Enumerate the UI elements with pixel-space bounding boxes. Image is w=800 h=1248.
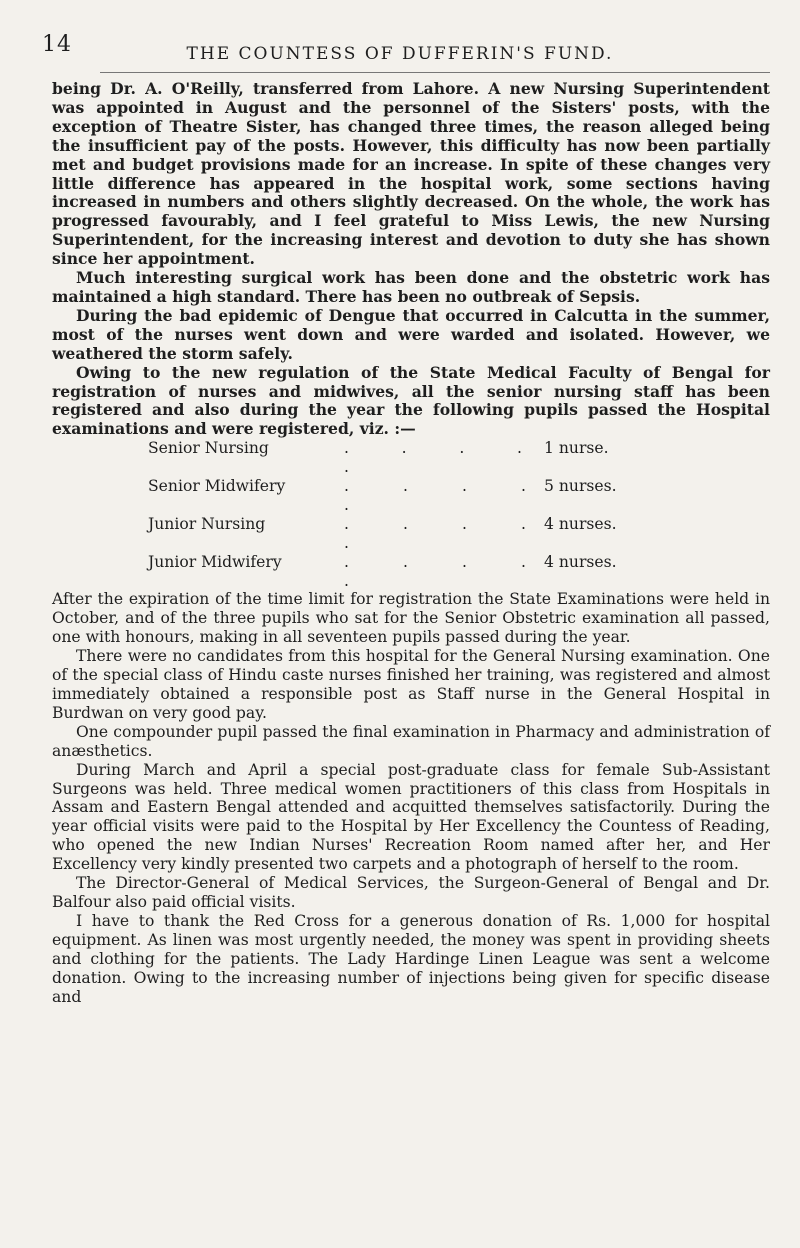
list-item-label: Junior Midwifery	[148, 552, 282, 571]
paragraph: During the bad epidemic of Dengue that occurred in Calcutta in the summer, most of the nurses went down and were warded and isolated. However, we weathered the storm safely.	[52, 305, 770, 363]
paragraph: Owing to the new regulation of the State Medical Faculty of Bengal for registration of nurses and midwives, all the senior nursing staff has been registered and also during the year the following pupils passed the Hospital examinations and were registered, viz. :—	[52, 362, 770, 439]
running-title: THE COUNTESS OF DUFFERIN'S FUND.	[186, 44, 614, 64]
registration-list	[52, 439, 770, 590]
list-item-label: Senior Nursing	[148, 439, 269, 458]
leader-dots: . . . . .	[344, 552, 544, 590]
list-item-label: Senior Midwifery	[148, 477, 286, 496]
paragraph: being Dr. A. O'Reilly, transferred from Lahore. A new Nursing Superintendent was appointed in August and the personnel of the Sisters' posts, with the exception of Theatre Sister, has changed three times, the reason alleged being the insufficient pay of the posts. However, this difficulty has now been partially met and budget provisions made for an increase. In spite of these changes very little difference has appeared in the hospital work, some sections having increased in numbers and others slightly decreased. On the whole, the work has progressed favourably, and I feel grateful to Miss Lewis, the new Nursing Superintendent, for the increasing interest and devotion to duty she has shown since her appointment.	[52, 79, 770, 269]
list-item-value: 1 nurse.	[544, 439, 609, 458]
list-item	[52, 477, 770, 515]
paragraph: I have to thank the Red Cross for a generous donation of Rs. 1,000 for hospital equipment. As linen was most urgently needed, the money was spent in providing sheets and clothing for the patients. The Lady Hardinge Linen League was sent a welcome donation. Owing to the increasing number of injections being given for specific disease and	[52, 911, 770, 1006]
leader-dots: . . . . .	[344, 477, 544, 514]
paragraph: There were no candidates from this hospital for the General Nursing examination. One of the special class of Hindu caste nurses finished her training, was registered and almost immediately obtained a responsible post as Staff nurse in the General Hospital in Burdwan on very good pay.	[52, 647, 770, 722]
list-item-label: Junior Nursing	[148, 514, 266, 533]
header-rule	[100, 72, 770, 73]
paragraph: During March and April a special post-graduate class for female Sub-Assistant Surgeons was held. Three medical women practitioners of this class from Hospitals in Assam and Eastern Bengal attended and acquitted themselves satisfactorily. During the year official visits were paid to the Hospital by Her Excellency the Countess of Reading, who opened the new Indian Nurses' Recreation Room named after her, and Her Excellency very kindly presented two carpets and a photograph of herself to the room.	[52, 760, 770, 874]
paragraph: Much interesting surgical work has been done and the obstetric work has maintained a high standard. There has been no outbreak of Sepsis.	[52, 268, 770, 306]
leader-dots: . . . . .	[344, 514, 544, 552]
list-item	[52, 439, 770, 477]
list-item	[52, 515, 770, 553]
list-item-value: 4 nurses.	[544, 552, 617, 571]
list-item-value: 5 nurses.	[544, 477, 617, 496]
leader-dots: . . . . .	[344, 439, 544, 477]
page-number: 14	[42, 32, 72, 57]
list-item	[52, 553, 770, 591]
paragraph: After the expiration of the time limit for registration the State Examinations were held in October, and of the three pupils who sat for the Senior Obstetric examination all passed, one with honours, making in all seventeen pupils passed during the year.	[52, 590, 770, 647]
body-text	[52, 80, 770, 1006]
paragraph: One compounder pupil passed the final examination in Pharmacy and administration of anæsthetics.	[52, 722, 770, 760]
paragraph: The Director-General of Medical Services, the Surgeon-General of Bengal and Dr. Balfour also paid official visits.	[52, 874, 770, 911]
list-item-value: 4 nurses.	[544, 514, 617, 533]
